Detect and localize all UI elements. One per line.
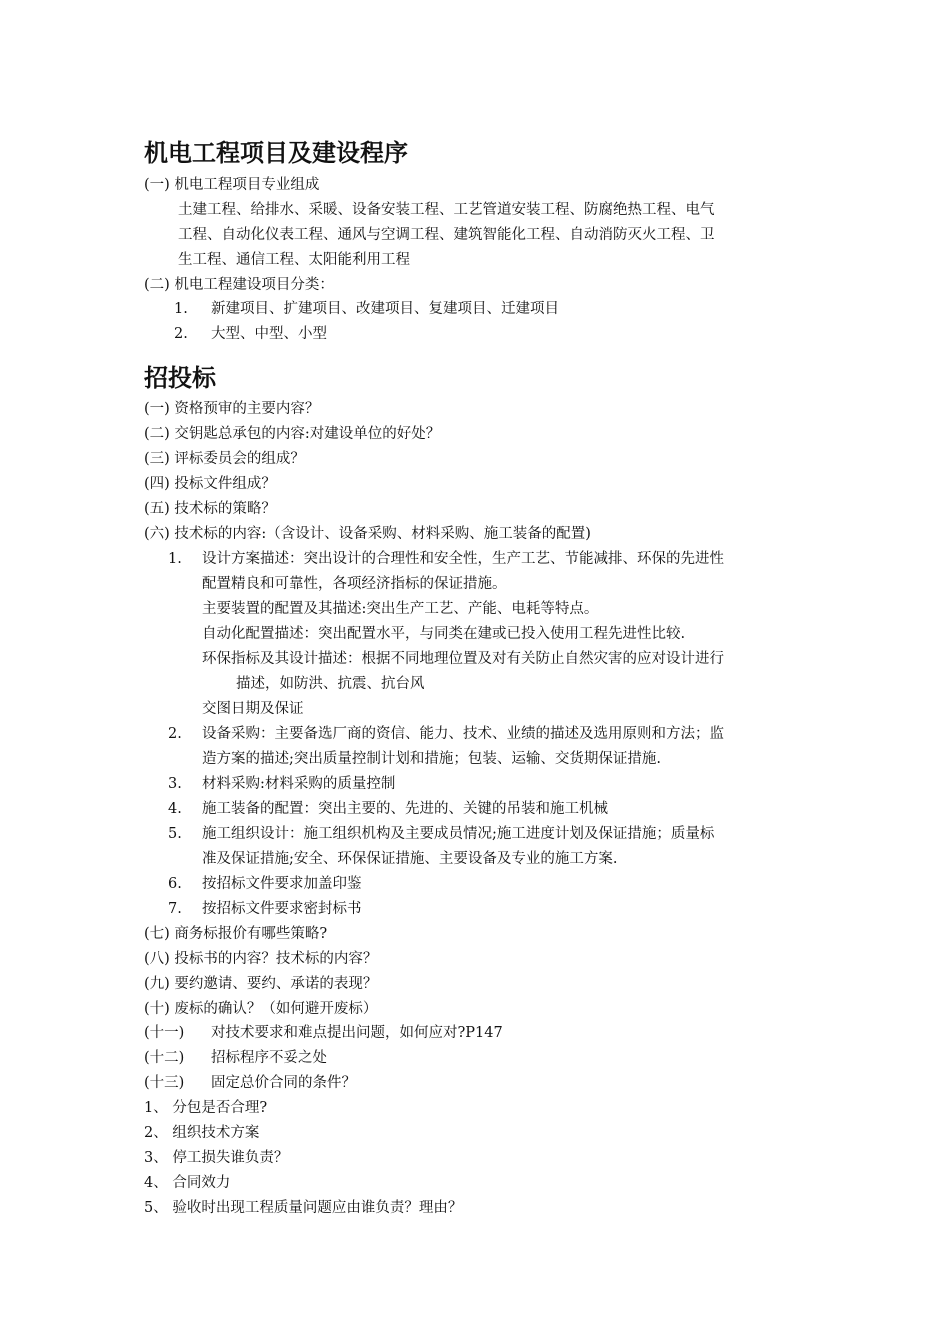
tech-item-line: 环保指标及其设计描述：根据不同地理位置及对有关防止自然灾害的应对设计进行 — [202, 651, 724, 667]
list-number: 3. — [168, 776, 182, 792]
list-number: 2. — [168, 726, 182, 742]
final-list-item: 3、 停工损失谁负责？ — [144, 1150, 289, 1166]
tech-item-line: 主要装置的配置及其描述:突出生产工艺、产能、电耗等特点。 — [202, 601, 599, 617]
question-line: (九) 要约邀请、要约、承诺的表现？ — [144, 976, 378, 992]
question-line: (五) 技术标的策略？ — [144, 501, 276, 517]
list-number: 7. — [168, 901, 182, 917]
tech-item-line: 施工装备的配置：突出主要的、先进的、关键的吊装和施工机械 — [202, 801, 608, 817]
item1-text-line: 生工程、通信工程、太阳能利用工程 — [178, 252, 410, 268]
list-item-text: 新建项目、扩建项目、改建项目、复建项目、迁建项目 — [211, 301, 559, 317]
tech-item-line: 按招标文件要求密封标书 — [202, 901, 362, 917]
item2-heading: (二) 机电工程建设项目分类： — [144, 277, 334, 293]
question-line: (六) 技术标的内容:（含设计、设备采购、材料采购、施工装备的配置) — [144, 526, 591, 542]
question-text: 对技术要求和难点提出问题，如何应对?P147 — [211, 1025, 503, 1041]
question-line: (八) 投标书的内容？技术标的内容？ — [144, 951, 378, 967]
item1-text-line: 土建工程、给排水、采暖、设备安装工程、工艺管道安装工程、防腐绝热工程、电气 — [178, 202, 715, 218]
final-list-item: 4、 合同效力 — [144, 1175, 231, 1191]
list-number: 1. — [168, 551, 182, 567]
tech-item-line: 材料采购:材料采购的质量控制 — [202, 776, 396, 792]
final-list-item: 2、 组织技术方案 — [144, 1125, 260, 1141]
question-number: (十一) — [144, 1025, 185, 1041]
list-number: 6. — [168, 876, 182, 892]
question-text: 招标程序不妥之处 — [211, 1050, 327, 1066]
tech-item-line: 自动化配置描述：突出配置水平，与同类在建或已投入使用工程先进性比较. — [202, 626, 686, 642]
question-number: (十三) — [144, 1075, 185, 1091]
question-line: (一) 资格预审的主要内容？ — [144, 401, 320, 417]
tech-item-line: 设备采购：主要备选厂商的资信、能力、技术、业绩的描述及选用原则和方法；监 — [202, 726, 724, 742]
list-item-text: 大型、中型、小型 — [211, 326, 327, 342]
section-title-mep: 机电工程项目及建设程序 — [144, 139, 408, 167]
tech-item-line: 施工组织设计：施工组织机构及主要成员情况;施工进度计划及保证措施；质量标 — [202, 826, 715, 842]
final-list-item: 1、 分包是否合理? — [144, 1100, 268, 1116]
tech-item-line: 交图日期及保证 — [202, 701, 304, 717]
final-list-item: 5、 验收时出现工程质量问题应由谁负责？理由？ — [144, 1200, 463, 1216]
section-title-bidding: 招投标 — [144, 364, 216, 392]
list-number: 1. — [174, 301, 188, 317]
tech-item-line: 描述，如防洪、抗震、抗台风 — [236, 676, 425, 692]
tech-item-line: 造方案的描述;突出质量控制计划和措施；包装、运输、交货期保证措施. — [202, 751, 661, 767]
question-text: 固定总价合同的条件？ — [211, 1075, 356, 1091]
list-number: 4. — [168, 801, 182, 817]
question-number: (十二) — [144, 1050, 185, 1066]
question-line: (四) 投标文件组成？ — [144, 476, 276, 492]
item1-heading: (一) 机电工程项目专业组成 — [144, 177, 320, 193]
question-line: (七) 商务标报价有哪些策略? — [144, 926, 328, 942]
tech-item-line: 配置精良和可靠性，各项经济指标的保证措施。 — [202, 576, 507, 592]
question-line: (十) 废标的确认？（如何避开废标） — [144, 1001, 378, 1017]
question-line: (三) 评标委员会的组成？ — [144, 451, 305, 467]
question-line: (二) 交钥匙总承包的内容:对建设单位的好处？ — [144, 426, 441, 442]
list-number: 5. — [168, 826, 182, 842]
tech-item-line: 准及保证措施;安全、环保保证措施、主要设备及专业的施工方案. — [202, 851, 618, 867]
list-number: 2. — [174, 326, 188, 342]
tech-item-line: 设计方案描述：突出设计的合理性和安全性，生产工艺、节能减排、环保的先进性 — [202, 551, 724, 567]
item1-text-line: 工程、自动化仪表工程、通风与空调工程、建筑智能化工程、自动消防灭火工程、卫 — [178, 227, 715, 243]
tech-item-line: 按招标文件要求加盖印鉴 — [202, 876, 362, 892]
